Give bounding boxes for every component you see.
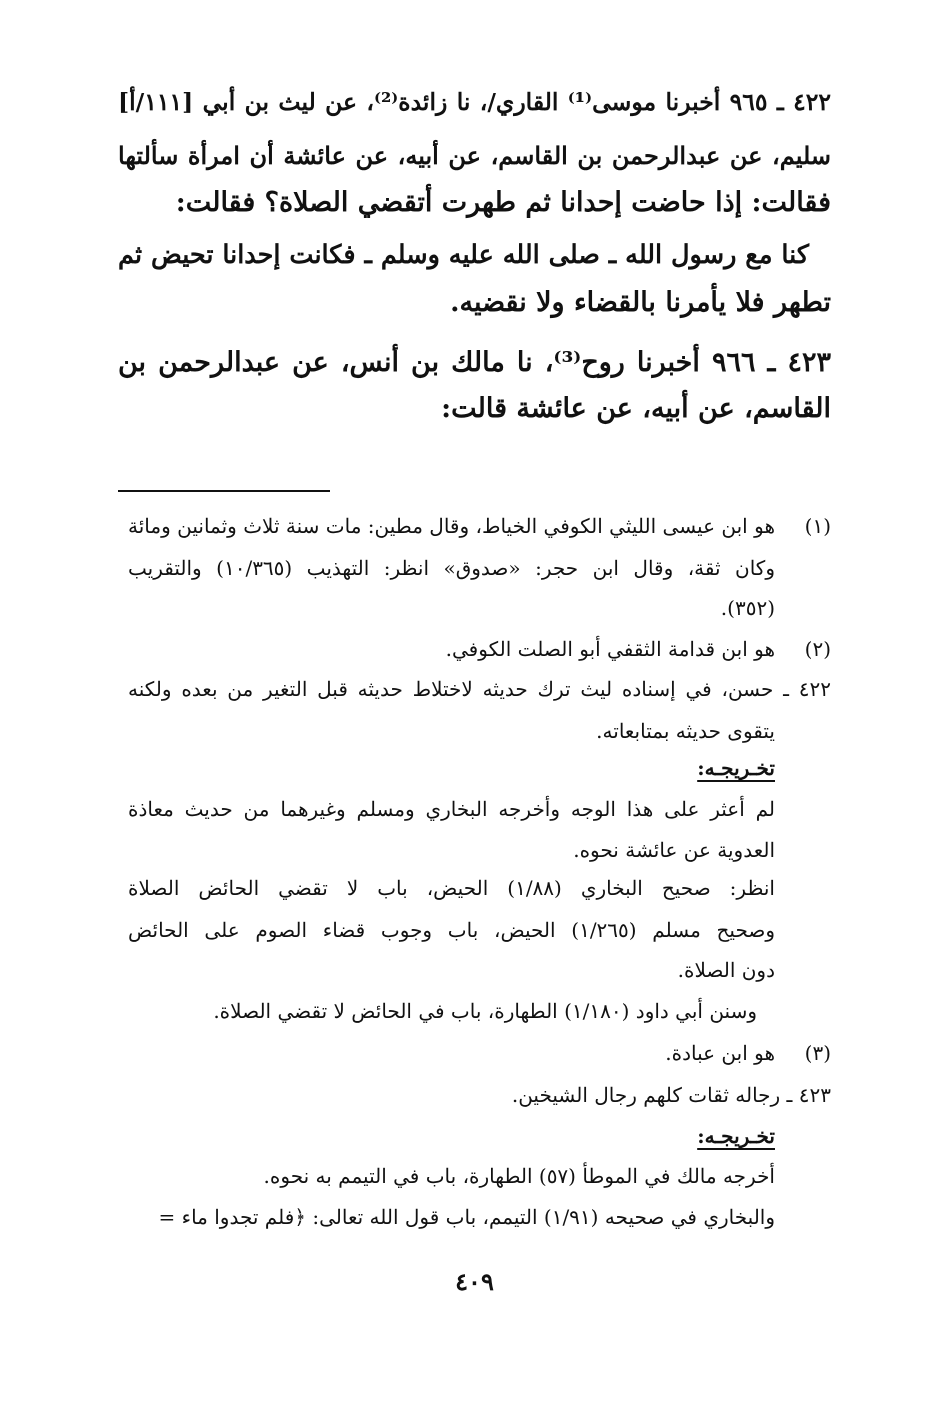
footnote-1-line-1: هو ابن عيسى الليثي الكوفي الخياط، وقال مطين: مات سنة ثلاث وثمانين ومائة <box>128 514 775 538</box>
takhrij-1-line-3: انظر: صحيح البخاري (١/٨٨) الحيض، باب لا تقضي الحائض الصلاة <box>128 876 775 900</box>
main-line-1: ٤٢٢ ـ ٩٦٥ أخبرنا موسى⁽¹⁾ القاري/، نا زائدة⁽²⁾، عن ليث بن أبي [١١١/أ] <box>118 88 832 116</box>
footnote-1-marker: (١) <box>804 514 831 538</box>
hadith-422-grading-line-2: يتقوى حديثه بمتابعاته. <box>596 719 775 743</box>
takhrij-heading-2: تخـريجـه: <box>697 1124 775 1148</box>
footnote-2-line: هو ابن قدامة الثقفي أبو الصلت الكوفي. <box>445 637 775 661</box>
footnote-3-line: هو ابن عبادة. <box>665 1041 775 1065</box>
footnote-3-marker: (٣) <box>804 1041 831 1065</box>
takhrij-1-line-5: دون الصلاة. <box>677 958 775 982</box>
page-number: ٤٠٩ <box>455 1267 494 1296</box>
hadith-423-grading-line: ٤٢٣ ـ رجاله ثقات كلهم رجال الشيخين. <box>511 1083 831 1107</box>
footnote-separator <box>118 490 330 492</box>
main-line-3: فقالت: إذا حاضت إحدانا ثم طهرت أتقضي الصلاة؟ فقالت: <box>175 187 831 218</box>
hadith-422-grading-line-1: ٤٢٢ ـ حسن، في إسناده ليث ترك حديثه لاختلاط حديثه قبل التغير من بعده ولكنه <box>128 677 831 701</box>
main-line-6: ٤٢٣ ـ ٩٦٦ أخبرنا روح⁽³⁾، نا مالك بن أنس، عن عبدالرحمن بن <box>118 347 831 378</box>
takhrij-2-line-1: أخرجه مالك في الموطأ (٥٧) الطهارة، باب في التيمم به نحوه. <box>263 1164 775 1188</box>
main-line-7: القاسم، عن أبيه، عن عائشة قالت: <box>441 393 831 424</box>
takhrij-2-line-2: والبخاري في صحيحه (١/٩١) التيمم، باب قول الله تعالى: ﴿فلم تجدوا ماء = <box>158 1205 775 1229</box>
main-line-4: كنا مع رسول الله ـ صلى الله عليه وسلم ـ فكانت إحدانا تحيض ثم <box>118 240 810 270</box>
footnote-2-marker: (٢) <box>804 637 831 661</box>
takhrij-1-line-6: وسنن أبي داود (١/١٨٠) الطهارة، باب في الحائض لا تقضي الصلاة. <box>213 999 757 1023</box>
main-line-2: سليم، عن عبدالرحمن بن القاسم، عن أبيه، عن عائشة أن امرأة سألتها <box>118 141 831 170</box>
takhrij-heading-1: تخـريجـه: <box>697 756 775 780</box>
takhrij-1-line-2: العدوية عن عائشة نحوه. <box>573 838 775 862</box>
footnote-1-line-2: وكان ثقة، وقال ابن حجر: «صدوق» انظر: التهذيب (١٠/٣٦٥) والتقريب <box>128 556 775 580</box>
footnote-1-line-3: (٣٥٢). <box>720 596 775 620</box>
takhrij-1-line-4: وصحيح مسلم (١/٢٦٥) الحيض، باب وجوب قضاء الصوم على الحائض <box>128 918 776 942</box>
main-line-5: تطهر فلا يأمرنا بالقضاء ولا نقضيه. <box>450 287 831 318</box>
takhrij-1-line-1: لم أعثر على هذا الوجه وأخرجه البخاري ومسلم وغيرهما من حديث معاذة <box>128 797 775 821</box>
